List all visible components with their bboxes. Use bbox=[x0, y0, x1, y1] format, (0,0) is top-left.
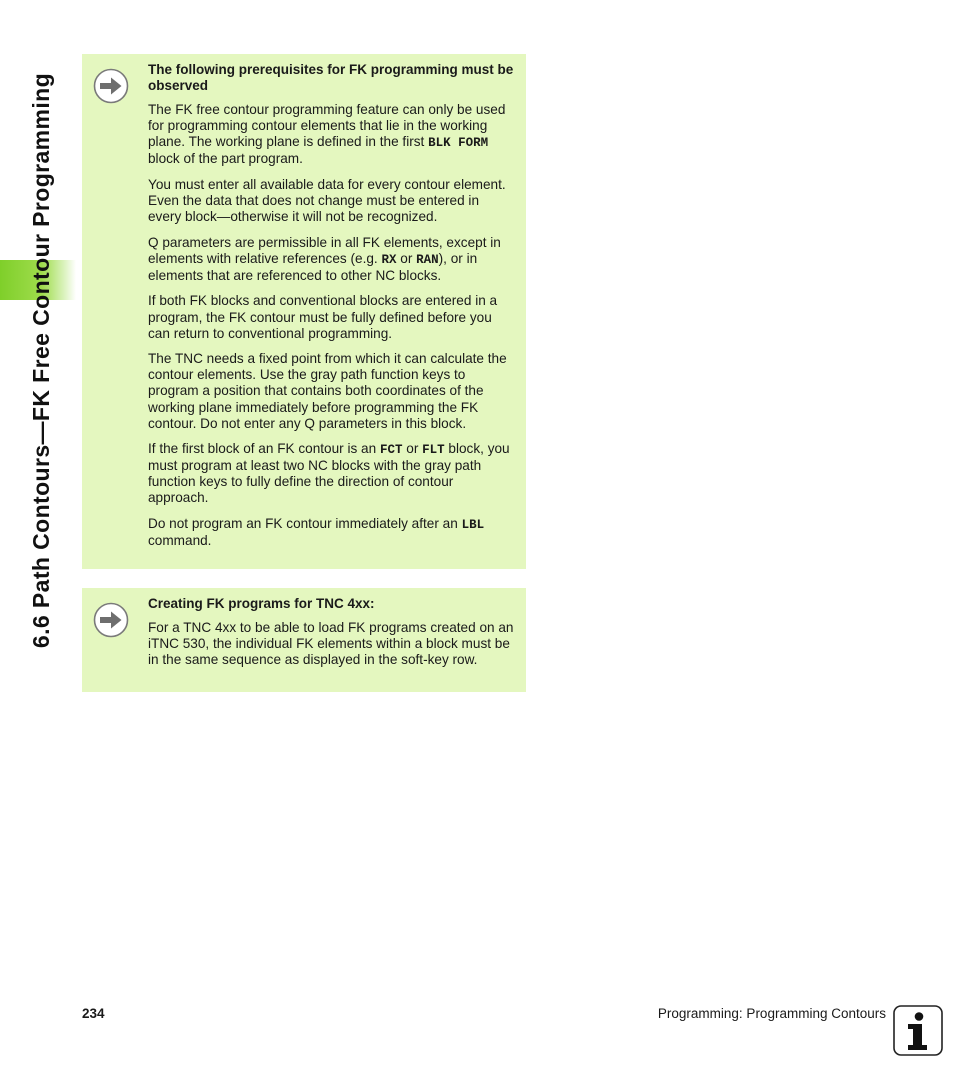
section-title-vertical bbox=[22, 54, 62, 666]
note-paragraph: Do not program an FK contour immediately after an LBL command. bbox=[148, 516, 485, 549]
note-box-prerequisites bbox=[82, 54, 526, 569]
footer-chapter-title: Programming: Programming Contours bbox=[657, 1006, 886, 1021]
code-keyword: BLK FORM bbox=[428, 136, 489, 151]
note-heading: Creating FK programs for TNC 4xx: bbox=[148, 596, 375, 611]
note-paragraph: For a TNC 4xx to be able to load FK programs created on an iTNC 530, the individual FK elements within a block must be in the same sequence as displayed in the soft-key row. bbox=[148, 620, 514, 668]
code-keyword: LBL bbox=[461, 518, 485, 533]
arrow-right-icon bbox=[93, 602, 129, 638]
section-title-text: 6.6 Path Contours—FK Free Contour Programming bbox=[28, 72, 55, 648]
code-keyword: FLT bbox=[422, 443, 445, 458]
note-box-tnc4xx bbox=[82, 588, 526, 692]
code-keyword: RX bbox=[381, 252, 397, 267]
arrow-right-icon bbox=[93, 68, 129, 104]
info-icon[interactable] bbox=[893, 1005, 943, 1056]
note-heading: The following prerequisites for FK programming must be observed bbox=[148, 62, 514, 93]
page-number: 234 bbox=[82, 1006, 105, 1021]
note-paragraph: The FK free contour programming feature can only be used for programming contour elements that lie in the working plane. The working plane is defined in the first BLK FORM block of the part program. bbox=[148, 102, 506, 167]
note-paragraph: If both FK blocks and conventional blocks are entered in a program, the FK contour must be fully defined before you can return to conventional programming. bbox=[148, 293, 498, 341]
note-paragraph: The TNC needs a fixed point from which it can calculate the contour elements. Use the gray path function keys to program a position that contains both coordinates of the working plane immediately before programming the FK contour. Do not enter any Q parameters in this block. bbox=[148, 351, 507, 431]
code-keyword: FCT bbox=[379, 443, 403, 458]
note-paragraph: Q parameters are permissible in all FK elements, except in elements with relative references (e.g. RX or RAN), or in elements that are referenced to other NC blocks. bbox=[148, 234, 501, 283]
note-paragraph: You must enter all available data for every contour element. Even the data that does not change must be entered in every block—otherwise it will not be recognized. bbox=[148, 176, 506, 225]
code-keyword: RAN bbox=[416, 252, 439, 267]
note-paragraph: If the first block of an FK contour is an FCT or FLT block, you must program at least two NC blocks with the gray path function keys to fully define the direction of contour approach. bbox=[148, 441, 510, 506]
